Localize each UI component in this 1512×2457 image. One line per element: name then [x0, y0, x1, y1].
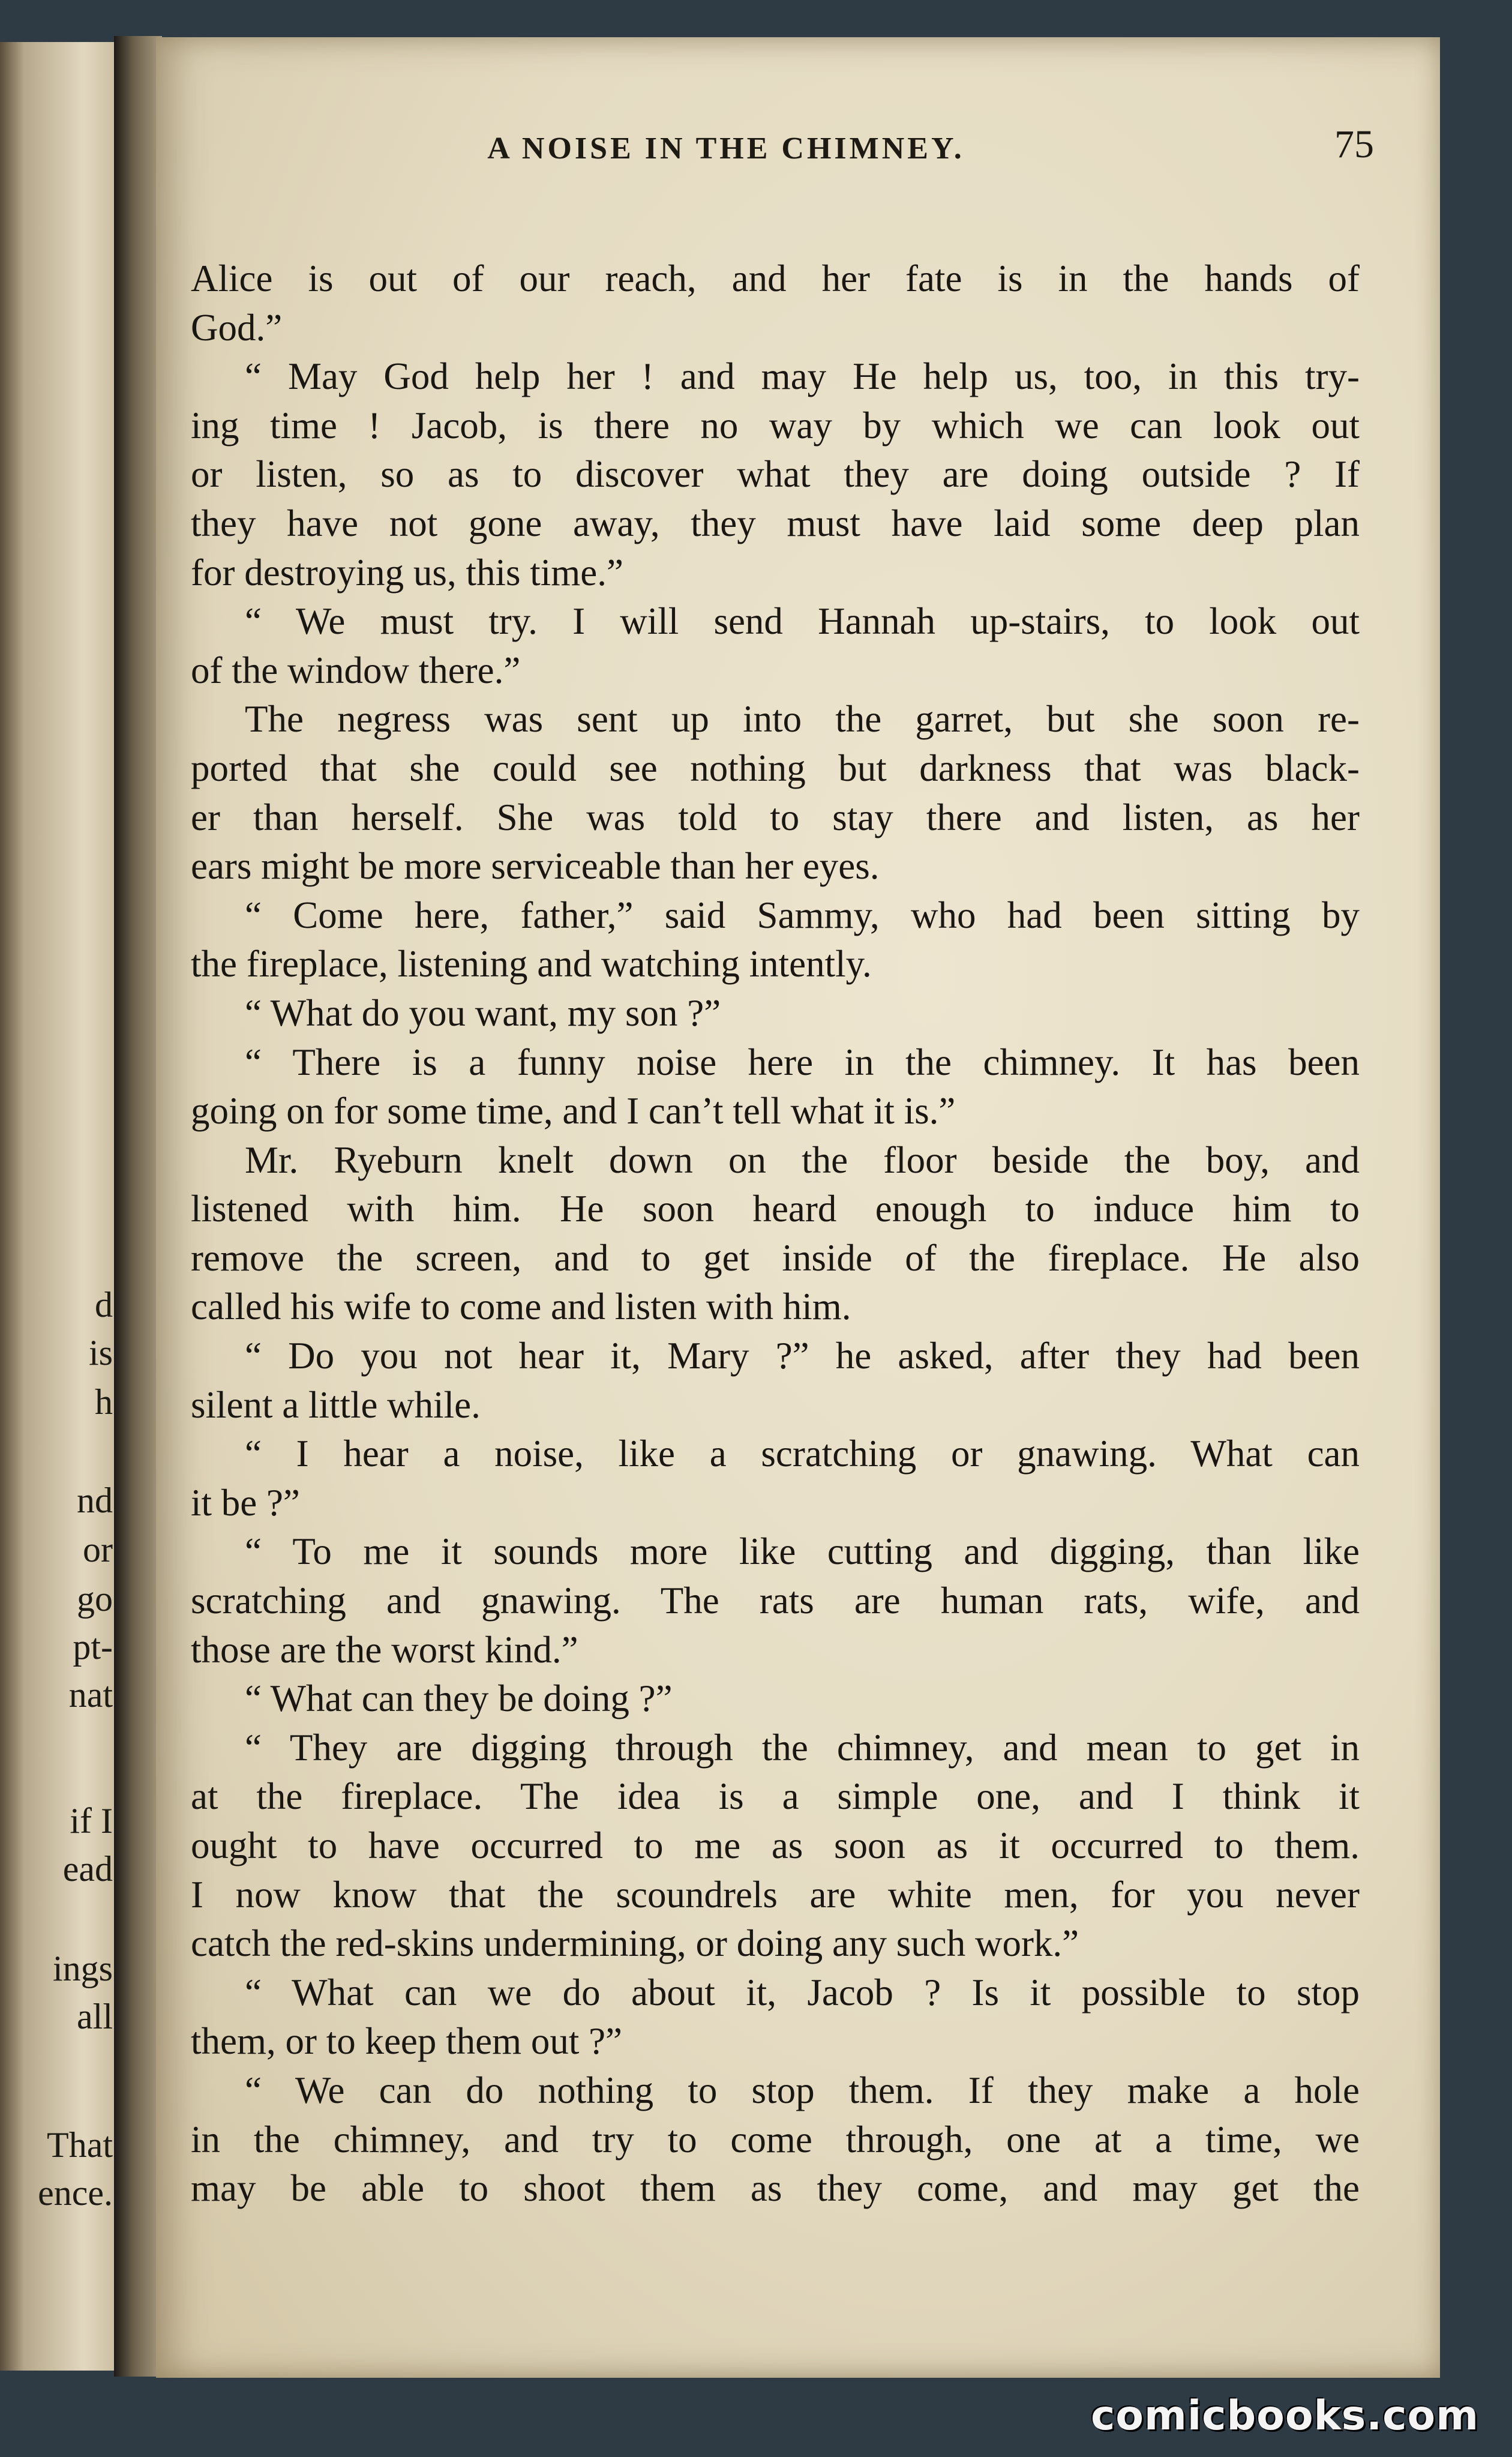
text-line: ing time ! Jacob, is there no way by which we can look out — [191, 404, 1360, 447]
text-line: catch the red-skins undermining, or doing any such work.” — [191, 1922, 1079, 1965]
text-line: going on for some time, and I can’t tell what it is.” — [191, 1090, 956, 1132]
left-page-fragment: if I — [70, 1801, 113, 1841]
text-line: may be able to shoot them as they come, and may get the — [191, 2167, 1360, 2210]
text-line: those are the worst kind.” — [191, 1628, 578, 1671]
text-line: they have not gone away, they must have laid some deep plan — [191, 502, 1360, 544]
text-line: silent a little while. — [191, 1383, 481, 1426]
text-line: “ May God help her ! and may He help us, too, in this try- — [245, 355, 1360, 398]
text-line: “ We can do nothing to stop them. If they make a hole — [245, 2069, 1360, 2111]
text-line: or listen, so as to discover what they are doing outside ? If — [191, 453, 1360, 496]
text-line: it be ?” — [191, 1481, 300, 1524]
left-page-fragment: or — [83, 1530, 113, 1569]
text-line: “ To me it sounds more like cutting and digging, than like — [245, 1530, 1360, 1573]
text-line: “ What can we do about it, Jacob ? Is it possible to stop — [245, 1971, 1360, 2013]
text-line: listened with him. He soon heard enough to induce him to — [191, 1188, 1360, 1230]
left-page-fragment: pt- — [73, 1627, 113, 1667]
watermark: comicbooks.com — [1090, 2392, 1479, 2440]
left-page-fragment: h — [95, 1382, 113, 1422]
text-line: “ What can they be doing ?” — [245, 1677, 673, 1720]
text-line: scratching and gnawing. The rats are human rats, wife, and — [191, 1580, 1360, 1622]
page-number: 75 — [1334, 122, 1374, 166]
left-page-fragment: ead — [62, 1849, 113, 1889]
text-line: The negress was sent up into the garret, but she soon re- — [245, 698, 1360, 741]
text-line: Mr. Ryeburn knelt down on the floor beside the boy, and — [245, 1138, 1360, 1181]
left-page-fragment: is — [88, 1333, 113, 1373]
left-page-fragment: all — [77, 1997, 113, 2036]
text-line: at the fireplace. The idea is a simple one, and I think it — [191, 1775, 1360, 1818]
text-line: called his wife to come and listen with him. — [191, 1286, 851, 1328]
text-line: I now know that the scoundrels are white men, for you never — [191, 1873, 1360, 1916]
text-line: “ They are digging through the chimney, and mean to get in — [245, 1726, 1360, 1769]
book-gutter — [114, 36, 162, 2377]
text-line: ears might be more serviceable than her eyes. — [191, 845, 880, 888]
text-line: “ Come here, father,” said Sammy, who had been sitting by — [245, 894, 1360, 936]
text-line: er than herself. She was told to stay there and listen, as her — [191, 796, 1360, 838]
text-line: remove the screen, and to get inside of the fireplace. He also — [191, 1236, 1360, 1279]
text-line: ported that she could see nothing but darkness that was black- — [191, 747, 1360, 789]
text-line: God.” — [191, 306, 283, 349]
left-page-fragment: nd — [77, 1481, 113, 1520]
text-line: of the window there.” — [191, 649, 521, 691]
text-line: “ There is a funny noise here in the chimney. It has been — [245, 1041, 1360, 1083]
text-line: Alice is out of our reach, and her fate is in the hands of — [191, 257, 1360, 299]
previous-page-edge — [0, 42, 120, 2371]
left-page-fragment: nat — [68, 1675, 113, 1715]
text-line: the fireplace, listening and watching intently. — [191, 943, 872, 985]
left-page-fragment: That — [47, 2125, 113, 2165]
text-line: them, or to keep them out ?” — [191, 2020, 623, 2063]
left-page-fragment: ings — [52, 1949, 113, 1988]
left-page-fragment: ence. — [38, 2173, 113, 2213]
text-line: “ We must try. I will send Hannah up-stairs, to look out — [245, 600, 1360, 643]
text-line: in the chimney, and try to come through, one at a time, we — [191, 2118, 1360, 2161]
body-text — [191, 254, 1360, 2213]
text-line: “ What do you want, my son ?” — [245, 991, 721, 1034]
left-page-fragment: go — [77, 1579, 113, 1619]
text-line: “ Do you not hear it, Mary ?” he asked, after they had been — [245, 1335, 1360, 1377]
left-page-fragment: d — [95, 1285, 113, 1325]
text-line: ought to have occurred to me as soon as it occurred to them. — [191, 1824, 1360, 1866]
text-line: “ I hear a noise, like a scratching or gnawing. What can — [245, 1433, 1360, 1475]
running-head: A NOISE IN THE CHIMNEY. — [487, 131, 965, 166]
text-line: for destroying us, this time.” — [191, 551, 623, 594]
